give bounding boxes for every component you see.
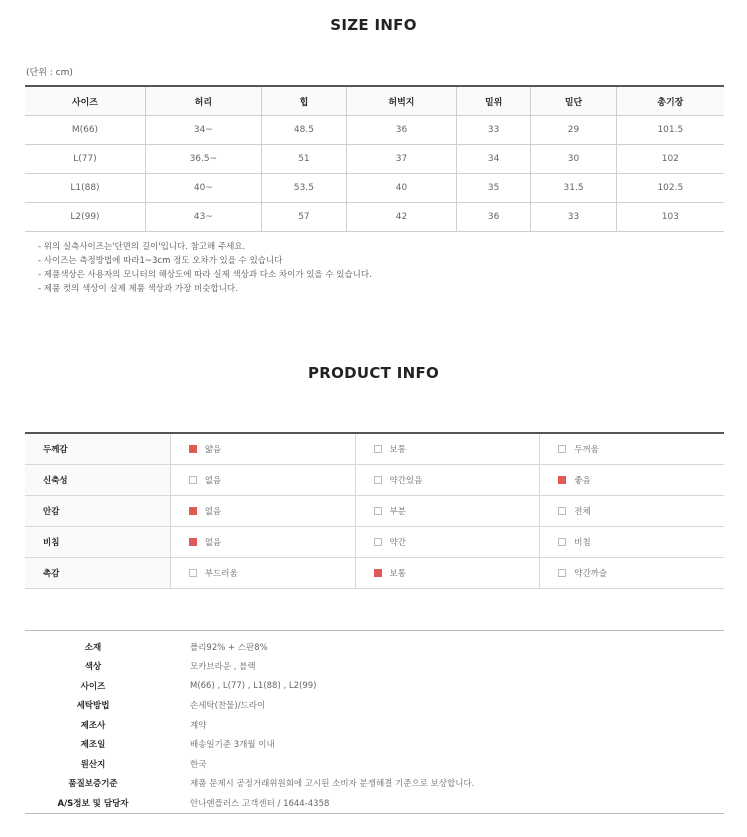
size-cell: M(66) (25, 116, 145, 145)
option-label: 없음 (204, 476, 222, 486)
detail-label: 색상 (84, 662, 102, 673)
option-label: 약간있음 (389, 476, 423, 486)
size-cell: 102.5 (616, 174, 724, 203)
checkbox-icon (558, 507, 566, 515)
size-table-header (25, 86, 724, 116)
detail-value: 배송일기준 3개월 이내 (190, 740, 275, 751)
size-cell: 36 (456, 203, 531, 232)
checkbox-icon (558, 538, 566, 546)
size-header-cell: 총기장 (616, 86, 724, 116)
detail-value: 안나앤플러스 고객센터 / 1644-4358 (190, 798, 330, 809)
size-cell: 40 (347, 174, 457, 203)
checkbox-icon (558, 569, 566, 577)
detail-label: 세탁방법 (76, 701, 110, 712)
size-notes (38, 240, 372, 296)
size-cell: 33 (456, 116, 531, 145)
size-cell: 29 (531, 116, 616, 145)
checkbox-icon (374, 445, 382, 453)
checkbox-icon (374, 476, 382, 484)
product-option (355, 433, 540, 465)
size-cell: 35 (456, 174, 531, 203)
size-cell: 33 (531, 203, 616, 232)
product-option (355, 465, 540, 496)
detail-label: 품질보증기준 (68, 779, 118, 790)
product-info-label: 두께감 (25, 433, 170, 465)
product-option (355, 496, 540, 527)
product-info-label: 신축성 (25, 465, 170, 496)
size-cell: 31.5 (531, 174, 616, 203)
checkbox-icon (189, 476, 197, 484)
option-label: 부분 (389, 507, 406, 517)
detail-row (25, 774, 724, 794)
size-cell: 43~ (145, 203, 261, 232)
option-label: 약간 (389, 538, 406, 548)
note-item: - 제품 컷의 색상이 실제 제품 색상과 가장 비슷합니다. (38, 284, 238, 294)
detail-value: 모카브라운 , 블랙 (190, 662, 256, 673)
product-option (540, 558, 724, 589)
product-info-row (25, 465, 724, 496)
product-option (355, 558, 540, 589)
option-label: 없음 (204, 507, 222, 517)
option-label: 얇음 (204, 445, 222, 455)
product-option (540, 433, 724, 465)
detail-row (25, 715, 724, 735)
product-info-row (25, 527, 724, 558)
product-info-row (25, 433, 724, 465)
size-table (25, 85, 724, 232)
size-header-cell: 사이즈 (25, 86, 145, 116)
size-cell: 102 (616, 145, 724, 174)
detail-label: A/S정보 및 담당자 (57, 798, 129, 809)
detail-value: M(66) , L(77) , L1(88) , L2(99) (190, 680, 317, 691)
size-cell: 57 (261, 203, 346, 232)
product-option (355, 527, 540, 558)
size-cell: 42 (347, 203, 457, 232)
detail-value: 폴리92% + 스판8% (190, 642, 268, 653)
size-table-row (25, 203, 724, 232)
product-info-row (25, 496, 724, 527)
detail-value: 계약 (190, 720, 207, 731)
product-option (540, 465, 724, 496)
size-info-title: SIZE INFO (330, 16, 417, 34)
detail-label: 제조일 (80, 740, 106, 751)
checkbox-icon (189, 569, 197, 577)
note-item: - 제품색상은 사용자의 모니터의 해상도에 따라 실제 색상과 다소 차이가 있을 수 있습니다. (38, 270, 372, 280)
note-item: - 위의 실측사이즈는'단면의 길이'입니다. 참고해 주세요. (38, 242, 246, 252)
detail-value: 한국 (190, 759, 207, 770)
product-info-label: 안감 (25, 496, 170, 527)
option-label: 두꺼움 (574, 445, 599, 455)
option-label: 보통 (389, 569, 406, 579)
size-cell: L2(99) (25, 203, 145, 232)
product-info-title: PRODUCT INFO (307, 364, 440, 382)
size-header-cell: 밑위 (456, 86, 531, 116)
option-label: 좋음 (574, 476, 591, 486)
size-cell: 34 (456, 145, 531, 174)
size-header-cell: 밑단 (531, 86, 616, 116)
option-label: 비침 (574, 538, 591, 548)
size-table-row (25, 174, 724, 203)
detail-label: 원산지 (80, 759, 106, 770)
size-cell: 36 (347, 116, 457, 145)
detail-label: 소재 (84, 642, 102, 653)
product-info-table (25, 432, 724, 589)
detail-row (25, 696, 724, 716)
checkbox-icon (189, 507, 197, 515)
option-label: 없음 (204, 538, 222, 548)
option-label: 보통 (389, 445, 406, 455)
detail-row (25, 735, 724, 755)
detail-value: 제품 문제시 공정거래위원회에 고시된 소비자 분쟁해결 기준으로 보상합니다. (190, 779, 475, 790)
size-cell: 36.5~ (145, 145, 261, 174)
size-cell: 37 (347, 145, 457, 174)
checkbox-icon (374, 538, 382, 546)
detail-row (25, 793, 724, 813)
detail-row (25, 754, 724, 774)
size-cell: 40~ (145, 174, 261, 203)
option-label: 약간까슬 (574, 569, 608, 579)
checkbox-icon (189, 445, 197, 453)
note-item: - 사이즈는 측정방법에 따라1~3cm 정도 오차가 있을 수 있습니다 (38, 256, 283, 266)
size-cell: 51 (261, 145, 346, 174)
size-cell: L1(88) (25, 174, 145, 203)
size-cell: 30 (531, 145, 616, 174)
size-cell: 103 (616, 203, 724, 232)
size-cell: 101.5 (616, 116, 724, 145)
product-option (170, 465, 355, 496)
product-option (170, 496, 355, 527)
detail-label: 사이즈 (80, 681, 106, 692)
option-label: 전체 (574, 507, 591, 517)
product-info-row (25, 558, 724, 589)
detail-row (25, 657, 724, 677)
checkbox-icon (374, 569, 382, 577)
size-header-cell: 허리 (145, 86, 261, 116)
checkbox-icon (558, 476, 566, 484)
product-detail-table (25, 630, 724, 814)
size-cell: 48.5 (261, 116, 346, 145)
size-cell: 53.5 (261, 174, 346, 203)
size-cell: L(77) (25, 145, 145, 174)
product-option (540, 527, 724, 558)
product-info-label: 비침 (25, 527, 170, 558)
detail-row (25, 676, 724, 696)
detail-label: 제조사 (80, 720, 106, 731)
detail-value: 손세탁(찬물)/드라이 (190, 701, 266, 712)
checkbox-icon (374, 507, 382, 515)
unit-label: (단위 : cm) (26, 68, 73, 78)
product-option (170, 433, 355, 465)
size-header-cell: 힙 (261, 86, 346, 116)
product-option (540, 496, 724, 527)
size-cell: 34~ (145, 116, 261, 145)
size-table-row (25, 116, 724, 145)
size-header-cell: 허벅지 (347, 86, 457, 116)
checkbox-icon (189, 538, 197, 546)
size-table-row (25, 145, 724, 174)
product-info-label: 촉감 (25, 558, 170, 589)
checkbox-icon (558, 445, 566, 453)
detail-row (25, 631, 724, 657)
product-option (170, 527, 355, 558)
option-label: 부드러움 (204, 569, 238, 579)
product-option (170, 558, 355, 589)
